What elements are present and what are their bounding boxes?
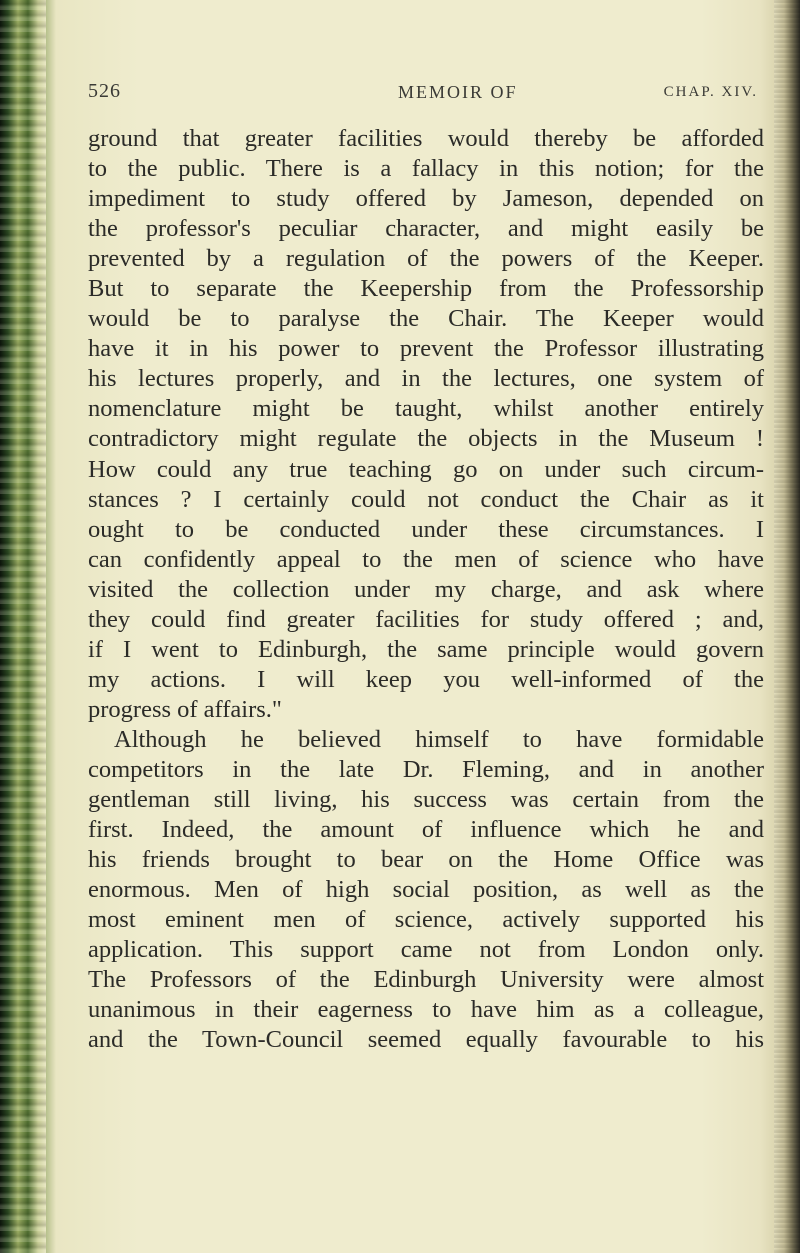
- text-line: his friends brought to bear on the Home Office was: [88, 846, 764, 874]
- text-line: application. This support came not from London only.: [88, 936, 764, 964]
- body-text: [88, 124, 764, 1055]
- text-line: my actions. I will keep you well-informed of the: [88, 665, 764, 693]
- page-edge: [774, 0, 800, 1253]
- text-line: unanimous in their eagerness to have him as a colleague,: [88, 996, 764, 1024]
- running-title: MEMOIR OF: [398, 82, 518, 102]
- text-line: prevented by a regulation of the powers of the Keeper.: [88, 245, 764, 273]
- page-number: 526: [88, 80, 121, 102]
- text-line: ground that greater facilities would thereby be afforded: [88, 125, 764, 152]
- text-line: first. Indeed, the amount of influence which he and: [88, 816, 764, 844]
- text-line: How could any true teaching go on under such circum-: [88, 455, 764, 483]
- text-line: most eminent men of science, actively supported his: [88, 906, 764, 934]
- text-line: gentleman still living, his success was certain from the: [88, 786, 764, 814]
- text-line: contradictory might regulate the objects in the Museum !: [88, 425, 764, 453]
- text-line: But to separate the Keepership from the Professorship: [88, 275, 764, 303]
- text-line: enormous. Men of high social position, as well as the: [88, 876, 764, 904]
- text-line: can confidently appeal to the men of science who have: [88, 545, 764, 573]
- text-line: competitors in the late Dr. Fleming, and in another: [88, 755, 764, 783]
- text-line: impediment to study offered by Jameson, depended on: [88, 185, 764, 213]
- text-line: his lectures properly, and in the lectures, one system of: [88, 365, 764, 393]
- text-line: have it in his power to prevent the Professor illustrating: [88, 335, 764, 363]
- text-line: The Professors of the Edinburgh University were almost: [88, 966, 764, 994]
- paragraph-start-line: Although he believed himself to have formidable: [114, 725, 764, 753]
- text-line: visited the collection under my charge, and ask where: [88, 575, 764, 603]
- running-head: [88, 80, 758, 110]
- text-line: the professor's peculiar character, and might easily be: [88, 215, 764, 243]
- text-line: nomenclature might be taught, whilst another entirely: [88, 395, 764, 423]
- text-line: they could find greater facilities for study offered ; and,: [88, 605, 764, 633]
- text-line: progress of affairs.": [88, 695, 282, 723]
- text-line: ought to be conducted under these circumstances. I: [88, 515, 764, 543]
- text-line: to the public. There is a fallacy in this notion; for the: [88, 155, 764, 183]
- text-line: and the Town-Council seemed equally favourable to his: [88, 1026, 764, 1054]
- text-line: if I went to Edinburgh, the same principle would govern: [88, 635, 764, 663]
- book-spine-shadow: [0, 0, 46, 1253]
- text-line: stances ? I certainly could not conduct the Chair as it: [88, 485, 764, 513]
- text-line: would be to paralyse the Chair. The Keeper would: [88, 305, 764, 333]
- chapter-label: CHAP. XIV.: [663, 84, 758, 100]
